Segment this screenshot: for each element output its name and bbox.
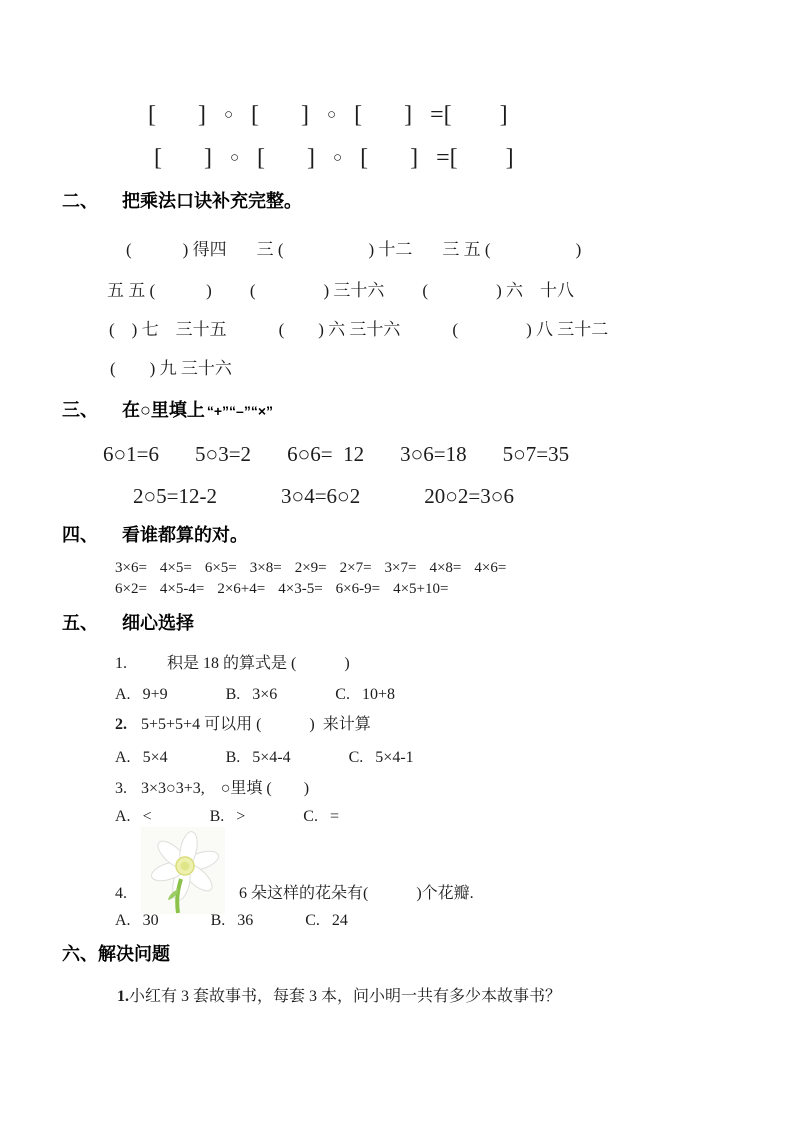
option-b xyxy=(210,806,246,827)
option-c xyxy=(349,747,414,768)
question-number: 1. xyxy=(115,655,127,672)
operator-circle: ○ xyxy=(223,107,234,123)
koujue-blank: 三 五 ( ) xyxy=(442,240,582,259)
option-value: < xyxy=(142,808,152,825)
white-flower-image xyxy=(141,827,225,914)
calculation-item: 4×5= xyxy=(159,560,192,576)
question-number: 4. xyxy=(115,885,127,902)
question-number: 3. xyxy=(115,780,127,797)
koujue-blank: ( ) 得四 xyxy=(126,240,227,259)
option-b xyxy=(211,910,254,931)
question-text: 积是 18 的算式是 ( ) xyxy=(167,655,350,672)
question-text: 3×3○3+3, ○里填 ( ) xyxy=(141,780,310,797)
word-problem-1 xyxy=(117,986,763,1007)
equals-bracket-blank: =[ ] xyxy=(430,102,508,128)
calculation-item: 4×5+10= xyxy=(393,581,449,597)
question-text: 小红有 3 套故事书，每套 3 本，问小明一共有多少本故事书？ xyxy=(129,988,562,1005)
option-value: 3×6 xyxy=(252,686,278,703)
section-title: 在○里填上 xyxy=(122,400,205,420)
section3-heading xyxy=(62,398,763,423)
koujue-row xyxy=(126,239,763,261)
option-letter: A. xyxy=(115,808,131,825)
bracket-blank: [ ] xyxy=(148,102,206,128)
option-letter: C. xyxy=(303,808,318,825)
section4-heading xyxy=(62,523,763,547)
circle-fill-equation: 5○3=2 xyxy=(195,442,252,466)
koujue-blank: ( ) 九 三十六 xyxy=(110,359,232,378)
circle-fill-row xyxy=(103,441,763,467)
bracket-blank: [ ] xyxy=(154,145,212,171)
choice-options-2 xyxy=(115,747,763,768)
koujue-row xyxy=(107,280,763,302)
calculation-item: 3×8= xyxy=(249,560,282,576)
choice-question-4 xyxy=(115,827,763,914)
section-title: 把乘法口诀补充完整。 xyxy=(122,191,302,211)
question-text: 5+5+5+4 可以用 ( ) 来计算 xyxy=(141,716,371,733)
choice-options-1 xyxy=(115,684,763,705)
calculation-item: 2×9= xyxy=(294,560,327,576)
bracket-blank: [ ] xyxy=(257,145,316,171)
calculation-row xyxy=(115,558,763,578)
circle-fill-row xyxy=(133,483,763,509)
option-value: = xyxy=(329,808,339,825)
option-value: 36 xyxy=(237,912,254,929)
option-letter: C. xyxy=(305,912,320,929)
section-number: 六、 xyxy=(62,944,98,964)
option-b xyxy=(226,684,278,705)
option-value: 9+9 xyxy=(142,686,168,703)
circle-fill-equation: 5○7=35 xyxy=(502,442,570,466)
koujue-row xyxy=(110,358,763,380)
calculation-item: 6×6-9= xyxy=(335,581,381,597)
calculation-item: 3×6= xyxy=(115,560,147,576)
section2-heading xyxy=(62,189,763,213)
bracket-blank: [ ] xyxy=(251,102,310,128)
option-letter: A. xyxy=(115,686,131,703)
operator-circle: ○ xyxy=(229,150,240,166)
circle-fill-equation: 6○6= 12 xyxy=(287,442,365,466)
calculation-item: 2×6+4= xyxy=(217,581,266,597)
circle-fill-equation: 3○4=6○2 xyxy=(281,484,361,508)
calculation-item: 4×3-5= xyxy=(278,581,323,597)
option-letter: B. xyxy=(209,808,225,825)
koujue-blank: ( ) 八 三十二 xyxy=(452,320,609,339)
choice-options-4 xyxy=(115,910,763,931)
option-c xyxy=(303,806,339,827)
section-title: 看谁都算的对。 xyxy=(122,525,248,545)
option-value: 10+8 xyxy=(361,686,395,703)
question-number: 2. xyxy=(115,716,127,733)
fill-equation-row xyxy=(154,143,763,173)
koujue-blank: 三 ( ) 十二 xyxy=(256,240,413,259)
equals-bracket-blank: =[ ] xyxy=(436,145,514,171)
choice-question-3 xyxy=(115,778,763,799)
operator-circle: ○ xyxy=(333,150,343,166)
calculation-item: 6×5= xyxy=(204,560,237,576)
option-letter: B. xyxy=(225,686,241,703)
calculation-item: 4×5-4= xyxy=(159,581,205,597)
section-title: 解决问题 xyxy=(98,944,170,964)
operator-circle: ○ xyxy=(327,107,337,123)
option-letter: A. xyxy=(115,912,131,929)
koujue-row xyxy=(109,319,763,341)
option-c xyxy=(335,684,395,705)
choice-question-1 xyxy=(115,653,763,674)
question-text: 6 朵这样的花朵有( )个花瓣. xyxy=(239,885,474,902)
koujue-blank: ( ) 七 三十五 xyxy=(109,320,227,339)
option-b xyxy=(226,747,291,768)
option-a xyxy=(115,747,168,768)
circle-fill-equation: 6○1=6 xyxy=(103,442,160,466)
section6-heading xyxy=(62,942,763,966)
section-title: 细心选择 xyxy=(122,613,194,633)
fill-equation-row xyxy=(148,100,763,130)
calculation-item: 4×8= xyxy=(429,560,462,576)
option-value: 30 xyxy=(142,912,159,929)
circle-fill-equation: 3○6=18 xyxy=(400,442,467,466)
calculation-item: 4×6= xyxy=(474,560,507,576)
circle-fill-equation: 2○5=12-2 xyxy=(133,484,218,508)
calculation-row xyxy=(115,579,763,599)
section-number: 五、 xyxy=(62,613,98,633)
option-c xyxy=(305,910,348,931)
question-number: 1. xyxy=(117,988,129,1005)
option-a xyxy=(115,806,152,827)
choice-question-2 xyxy=(115,714,763,735)
option-value: 24 xyxy=(331,912,348,929)
option-letter: C. xyxy=(335,686,350,703)
section-title-symbols: “+”“–”“×” xyxy=(206,403,274,419)
option-value: 5×4 xyxy=(142,749,168,766)
option-letter: C. xyxy=(348,749,364,766)
calculation-item: 6×2= xyxy=(115,581,147,597)
option-value: > xyxy=(236,808,246,825)
choice-options-3 xyxy=(115,806,763,827)
section5-heading xyxy=(62,611,763,635)
option-value: 5×4-1 xyxy=(375,749,414,766)
option-letter: B. xyxy=(210,912,226,929)
option-value: 5×4-4 xyxy=(252,749,291,766)
option-letter: A. xyxy=(115,749,131,766)
calculation-item: 2×7= xyxy=(339,560,372,576)
koujue-blank: ( ) 三十六 xyxy=(249,281,385,300)
calculation-item: 3×7= xyxy=(384,560,417,576)
koujue-blank: 五 五 ( ) xyxy=(107,281,212,300)
option-a xyxy=(115,684,168,705)
bracket-blank: [ ] xyxy=(360,145,419,171)
koujue-blank: ( ) 六 十八 xyxy=(422,281,574,300)
koujue-blank: ( ) 六 三十六 xyxy=(278,320,401,339)
bracket-blank: [ ] xyxy=(354,102,413,128)
section-number: 三、 xyxy=(62,400,98,420)
section-number: 二、 xyxy=(62,191,98,211)
option-letter: B. xyxy=(225,749,241,766)
section-number: 四、 xyxy=(62,525,98,545)
option-a xyxy=(115,910,159,931)
circle-fill-equation: 20○2=3○6 xyxy=(424,484,514,508)
